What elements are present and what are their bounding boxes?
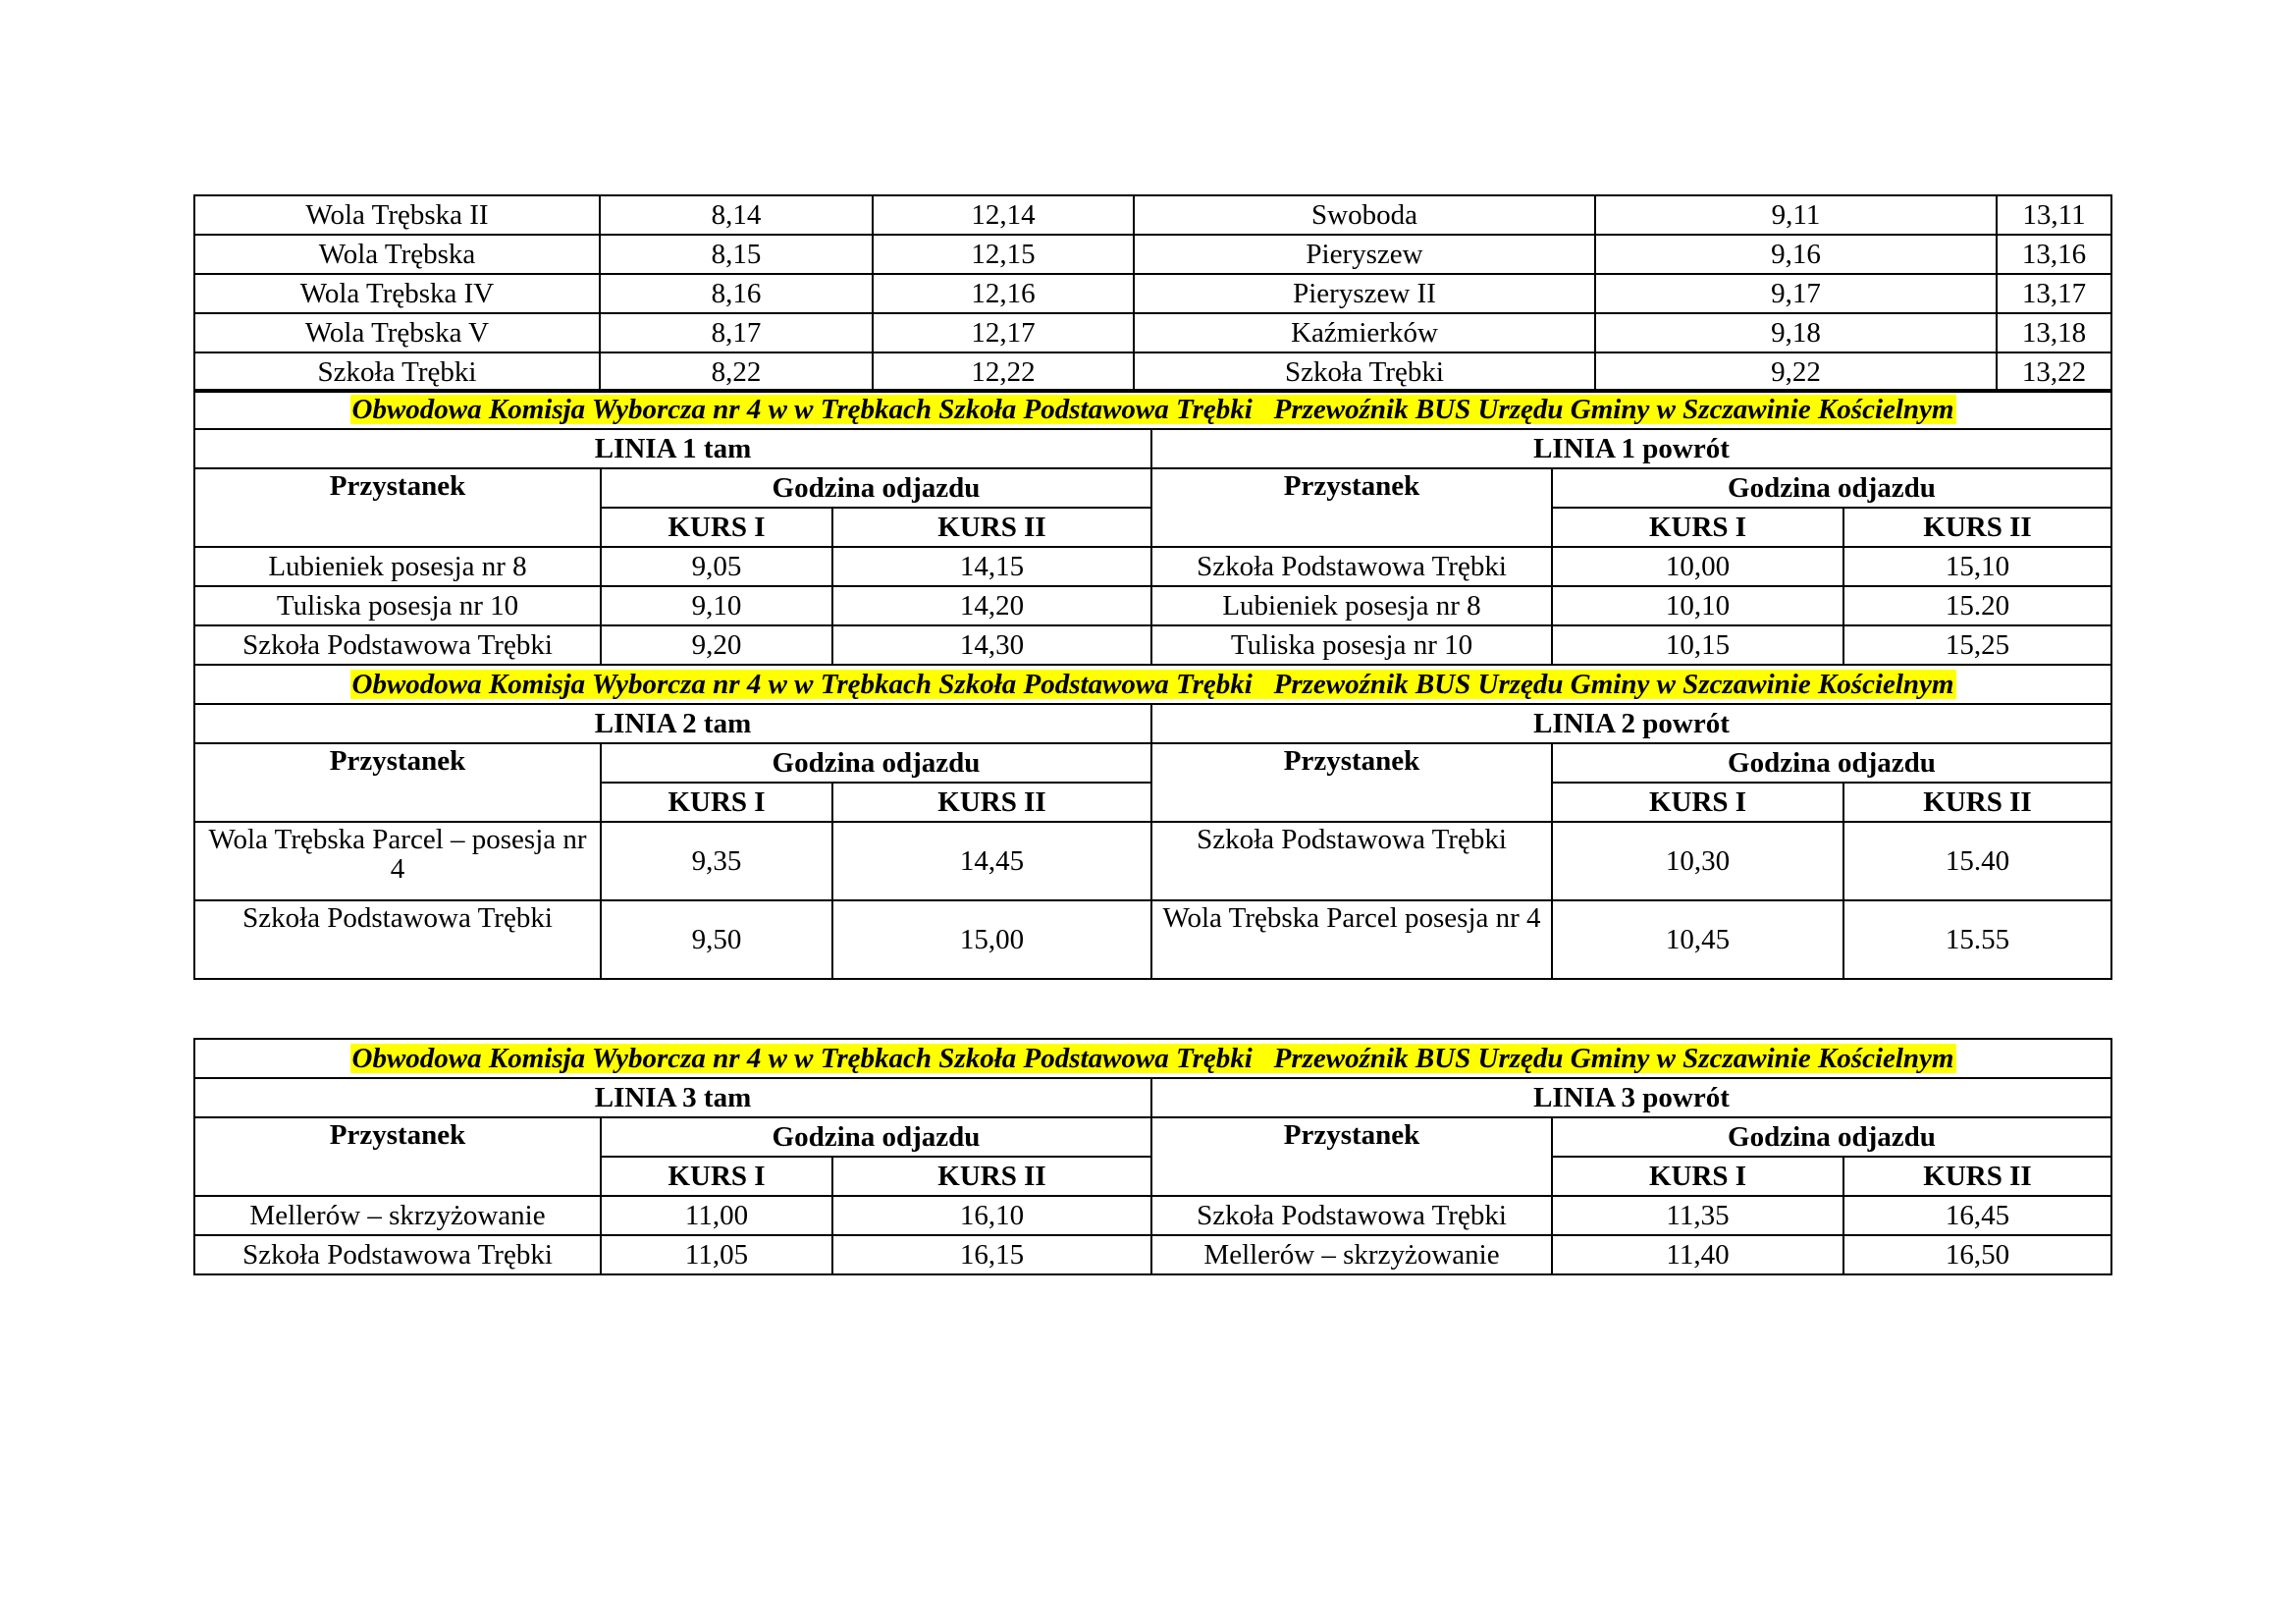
time-cell: 10,15 [1552, 625, 1843, 665]
time-cell: 10,00 [1552, 547, 1843, 586]
time-cell: 10,30 [1552, 822, 1843, 900]
stop-cell: Kaźmierków [1134, 313, 1595, 352]
stop-cell: Wola Trębska II [194, 195, 600, 235]
kurs-1-header: KURS I [1552, 508, 1843, 547]
kurs-1-header: KURS I [601, 1157, 832, 1196]
kurs-1-header: KURS I [1552, 783, 1843, 822]
table-row [194, 547, 2111, 586]
departure-header: Godzina odjazdu [1552, 1117, 2111, 1157]
stop-cell: Szkoła Trębki [194, 352, 600, 392]
header-row [194, 468, 2111, 508]
header-row [194, 743, 2111, 783]
stop-cell: Pieryszew II [1134, 274, 1595, 313]
stop-cell: Wola Trębska V [194, 313, 600, 352]
banner-row [194, 390, 2111, 429]
stop-cell: Szkoła Podstawowa Trębki [194, 900, 601, 979]
time-cell: 12,22 [873, 352, 1134, 392]
stop-header: Przystanek [194, 1117, 601, 1196]
time-cell: 15.20 [1843, 586, 2111, 625]
stop-cell: Mellerów – skrzyżowanie [194, 1196, 601, 1235]
time-cell: 8,17 [600, 313, 873, 352]
time-cell: 11,35 [1552, 1196, 1843, 1235]
time-cell: 14,30 [832, 625, 1151, 665]
time-cell: 16,10 [832, 1196, 1151, 1235]
time-cell: 11,40 [1552, 1235, 1843, 1274]
time-cell: 8,14 [600, 195, 873, 235]
intro-row [194, 352, 2111, 392]
intro-row [194, 274, 2111, 313]
time-cell: 9,10 [601, 586, 832, 625]
time-cell: 15,00 [832, 900, 1151, 979]
header-row [194, 1117, 2111, 1157]
line-1-there-title: LINIA 1 tam [194, 429, 1151, 468]
line-2-there-title: LINIA 2 tam [194, 704, 1151, 743]
stop-cell: Szkoła Podstawowa Trębki [1151, 547, 1552, 586]
time-cell: 12,14 [873, 195, 1134, 235]
time-cell: 13,22 [1997, 352, 2111, 392]
stop-header: Przystanek [194, 468, 601, 547]
stop-cell: Mellerów – skrzyżowanie [1151, 1235, 1552, 1274]
schedule-table-line-3 [193, 1038, 2112, 1275]
table-row [194, 900, 2111, 979]
time-cell: 10,10 [1552, 586, 1843, 625]
line-3-there-title: LINIA 3 tam [194, 1078, 1151, 1117]
time-cell: 15.40 [1843, 822, 2111, 900]
time-cell: 9,35 [601, 822, 832, 900]
time-cell: 14,15 [832, 547, 1151, 586]
time-cell: 8,15 [600, 235, 873, 274]
time-cell: 13,16 [1997, 235, 2111, 274]
time-cell: 12,15 [873, 235, 1134, 274]
time-cell: 15,25 [1843, 625, 2111, 665]
time-cell: 13,17 [1997, 274, 2111, 313]
commission-banner: Obwodowa Komisja Wyborcza nr 4 w w Trębkach Szkoła Podstawowa Trębki Przewoźnik BUS Urzędu Gminy w Szczawinie Kościelnym [351, 393, 1954, 425]
kurs-1-header: KURS I [1552, 1157, 1843, 1196]
time-cell: 12,17 [873, 313, 1134, 352]
time-cell: 15.55 [1843, 900, 2111, 979]
kurs-2-header: KURS II [832, 508, 1151, 547]
time-cell: 9,20 [601, 625, 832, 665]
time-cell: 13,18 [1997, 313, 2111, 352]
line-1-back-title: LINIA 1 powrót [1151, 429, 2111, 468]
departure-header: Godzina odjazdu [1552, 468, 2111, 508]
departure-header: Godzina odjazdu [601, 1117, 1151, 1157]
time-cell: 9,22 [1595, 352, 1997, 392]
table-row [194, 1235, 2111, 1274]
stop-cell: Pieryszew [1134, 235, 1595, 274]
time-cell: 14,45 [832, 822, 1151, 900]
time-cell: 12,16 [873, 274, 1134, 313]
schedule-table-lines-1-2-body [193, 389, 2112, 980]
table-row [194, 586, 2111, 625]
stop-cell: Szkoła Podstawowa Trębki [194, 625, 601, 665]
table-row [194, 625, 2111, 665]
kurs-2-header: KURS II [1843, 1157, 2111, 1196]
time-cell: 13,11 [1997, 195, 2111, 235]
stop-header: Przystanek [1151, 468, 1552, 547]
kurs-2-header: KURS II [1843, 508, 2111, 547]
line-2-back-title: LINIA 2 powrót [1151, 704, 2111, 743]
kurs-2-header: KURS II [832, 783, 1151, 822]
time-cell: 8,22 [600, 352, 873, 392]
stop-cell: Szkoła Trębki [1134, 352, 1595, 392]
time-cell: 9,17 [1595, 274, 1997, 313]
line-3-back-title: LINIA 3 powrót [1151, 1078, 2111, 1117]
stop-cell: Swoboda [1134, 195, 1595, 235]
kurs-1-header: KURS I [601, 508, 832, 547]
stop-cell: Szkoła Podstawowa Trębki [194, 1235, 601, 1274]
intro-row [194, 313, 2111, 352]
stop-cell: Wola Trębska Parcel posesja nr 4 [1151, 900, 1552, 979]
intro-row [194, 195, 2111, 235]
line-title-row [194, 1078, 2111, 1117]
time-cell: 9,05 [601, 547, 832, 586]
schedule-table-lines-1-2 [193, 194, 2112, 393]
banner-row [194, 1039, 2111, 1078]
table-row [194, 1196, 2111, 1235]
time-cell: 16,50 [1843, 1235, 2111, 1274]
time-cell: 9,50 [601, 900, 832, 979]
table-row [194, 822, 2111, 900]
time-cell: 8,16 [600, 274, 873, 313]
stop-header: Przystanek [194, 743, 601, 822]
departure-header: Godzina odjazdu [601, 743, 1151, 783]
commission-banner: Obwodowa Komisja Wyborcza nr 4 w w Trębkach Szkoła Podstawowa Trębki Przewoźnik BUS Urzędu Gminy w Szczawinie Kościelnym [351, 1042, 1954, 1074]
time-cell: 16,45 [1843, 1196, 2111, 1235]
kurs-2-header: KURS II [1843, 783, 2111, 822]
time-cell: 11,05 [601, 1235, 832, 1274]
time-cell: 16,15 [832, 1235, 1151, 1274]
stop-cell: Szkoła Podstawowa Trębki [1151, 822, 1552, 900]
stop-header: Przystanek [1151, 743, 1552, 822]
stop-header: Przystanek [1151, 1117, 1552, 1196]
time-cell: 15,10 [1843, 547, 2111, 586]
departure-header: Godzina odjazdu [601, 468, 1151, 508]
kurs-2-header: KURS II [832, 1157, 1151, 1196]
kurs-1-header: KURS I [601, 783, 832, 822]
stop-cell: Szkoła Podstawowa Trębki [1151, 1196, 1552, 1235]
banner-row [194, 665, 2111, 704]
commission-banner: Obwodowa Komisja Wyborcza nr 4 w w Trębkach Szkoła Podstawowa Trębki Przewoźnik BUS Urzędu Gminy w Szczawinie Kościelnym [351, 668, 1954, 700]
time-cell: 14,20 [832, 586, 1151, 625]
line-title-row [194, 429, 2111, 468]
time-cell: 11,00 [601, 1196, 832, 1235]
stop-cell: Wola Trębska Parcel – posesja nr 4 [194, 822, 601, 900]
time-cell: 9,16 [1595, 235, 1997, 274]
stop-cell: Wola Trębska [194, 235, 600, 274]
time-cell: 9,18 [1595, 313, 1997, 352]
stop-cell: Tuliska posesja nr 10 [194, 586, 601, 625]
stop-cell: Tuliska posesja nr 10 [1151, 625, 1552, 665]
line-title-row [194, 704, 2111, 743]
stop-cell: Wola Trębska IV [194, 274, 600, 313]
intro-row [194, 235, 2111, 274]
departure-header: Godzina odjazdu [1552, 743, 2111, 783]
time-cell: 10,45 [1552, 900, 1843, 979]
stop-cell: Lubieniek posesja nr 8 [194, 547, 601, 586]
stop-cell: Lubieniek posesja nr 8 [1151, 586, 1552, 625]
time-cell: 9,11 [1595, 195, 1997, 235]
